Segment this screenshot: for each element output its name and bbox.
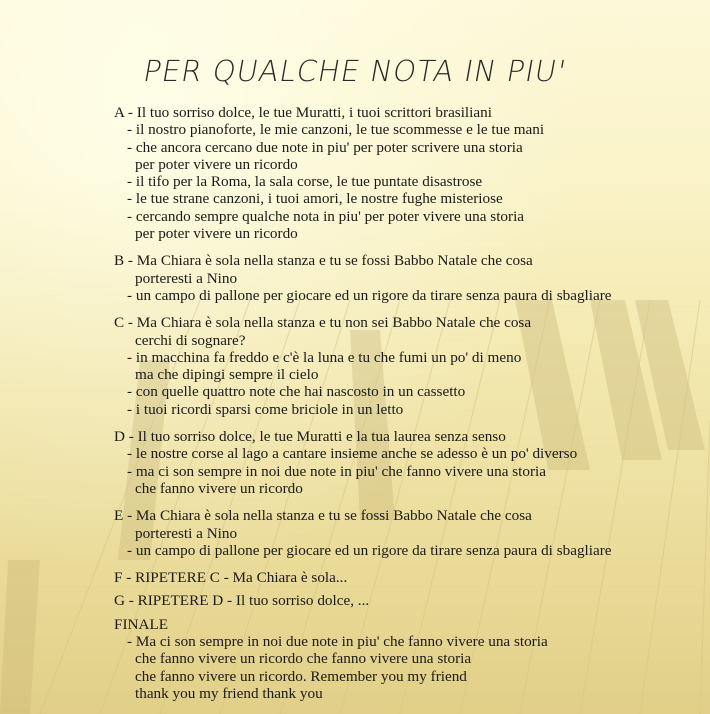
- lyric-line: - i tuoi ricordi sparsi come briciole in un letto: [127, 400, 404, 418]
- lyric-line: - che ancora cercano due note in piu' per poter scrivere una storia: [127, 138, 523, 156]
- lyric-line: - ma ci son sempre in noi due note in piu' che fanno vivere una storia: [127, 462, 547, 480]
- lyric-line: - in macchina fa freddo e c'è la luna e tu che fumi un po' di meno: [127, 348, 522, 366]
- section-e: [114, 507, 704, 559]
- lyric-line: F - RIPETERE C - Ma Chiara è sola...: [114, 569, 348, 587]
- lyric-line: G - RIPETERE D - Il tuo sorriso dolce, ...: [114, 592, 370, 610]
- lyric-line: per poter vivere un ricordo: [135, 155, 298, 173]
- section-finale: [114, 616, 704, 702]
- lyric-line: - Ma ci son sempre in noi due note in piu' che fanno vivere una storia: [127, 633, 548, 651]
- lyric-line: E - Ma Chiara è sola nella stanza e tu se fossi Babbo Natale che cosa: [114, 507, 532, 525]
- lyric-line: - le tue strane canzoni, i tuoi amori, le nostre fughe misteriose: [127, 190, 503, 208]
- section-a: [114, 104, 704, 242]
- section-c: [114, 314, 704, 418]
- lyric-line: B - Ma Chiara è sola nella stanza e tu se fossi Babbo Natale che cosa: [114, 252, 533, 270]
- lyric-line: porteresti a Nino: [135, 269, 238, 287]
- section-g: [114, 592, 704, 609]
- section-d: [114, 428, 704, 497]
- section-b: [114, 252, 704, 304]
- lyrics-body: [114, 104, 704, 712]
- lyric-line: D - Il tuo sorriso dolce, le tue Muratti e la tua laurea senza senso: [114, 428, 506, 446]
- lyric-line: che fanno vivere un ricordo. Remember you my friend: [135, 667, 467, 685]
- lyric-line: - un campo di pallone per giocare ed un rigore da tirare senza paura di sbagliare: [127, 286, 612, 304]
- lyric-line: cerchi di sognare?: [135, 331, 246, 349]
- lyric-line: thank you my friend thank you: [135, 684, 323, 702]
- lyric-line: porteresti a Nino: [135, 524, 238, 542]
- song-title: PER QUALCHE NOTA IN PIU': [140, 54, 570, 88]
- lyric-line: che fanno vivere un ricordo che fanno vivere una storia: [135, 650, 472, 668]
- lyric-line: - con quelle quattro note che hai nascosto in un cassetto: [127, 383, 466, 401]
- lyric-line: - il nostro pianoforte, le mie canzoni, le tue scommesse e le tue mani: [127, 121, 545, 139]
- lyric-line: - cercando sempre qualche nota in piu' per poter vivere una storia: [127, 207, 525, 225]
- lyric-line: - un campo di pallone per giocare ed un rigore da tirare senza paura di sbagliare: [127, 541, 612, 559]
- finale-heading: FINALE: [114, 615, 168, 633]
- lyric-line: - il tifo per la Roma, la sala corse, le tue puntate disastrose: [127, 173, 483, 191]
- lyric-line: per poter vivere un ricordo: [135, 225, 298, 243]
- lyric-line: C - Ma Chiara è sola nella stanza e tu non sei Babbo Natale che cosa: [114, 314, 532, 332]
- section-f: [114, 569, 704, 586]
- lyric-line: A - Il tuo sorriso dolce, le tue Muratti, i tuoi scrittori brasiliani: [114, 104, 492, 121]
- lyric-line: ma che dipingi sempre il cielo: [135, 366, 319, 384]
- lyric-line: - le nostre corse al lago a cantare insieme anche se adesso è un po' diverso: [127, 445, 578, 463]
- lyric-line: che fanno vivere un ricordo: [135, 479, 303, 497]
